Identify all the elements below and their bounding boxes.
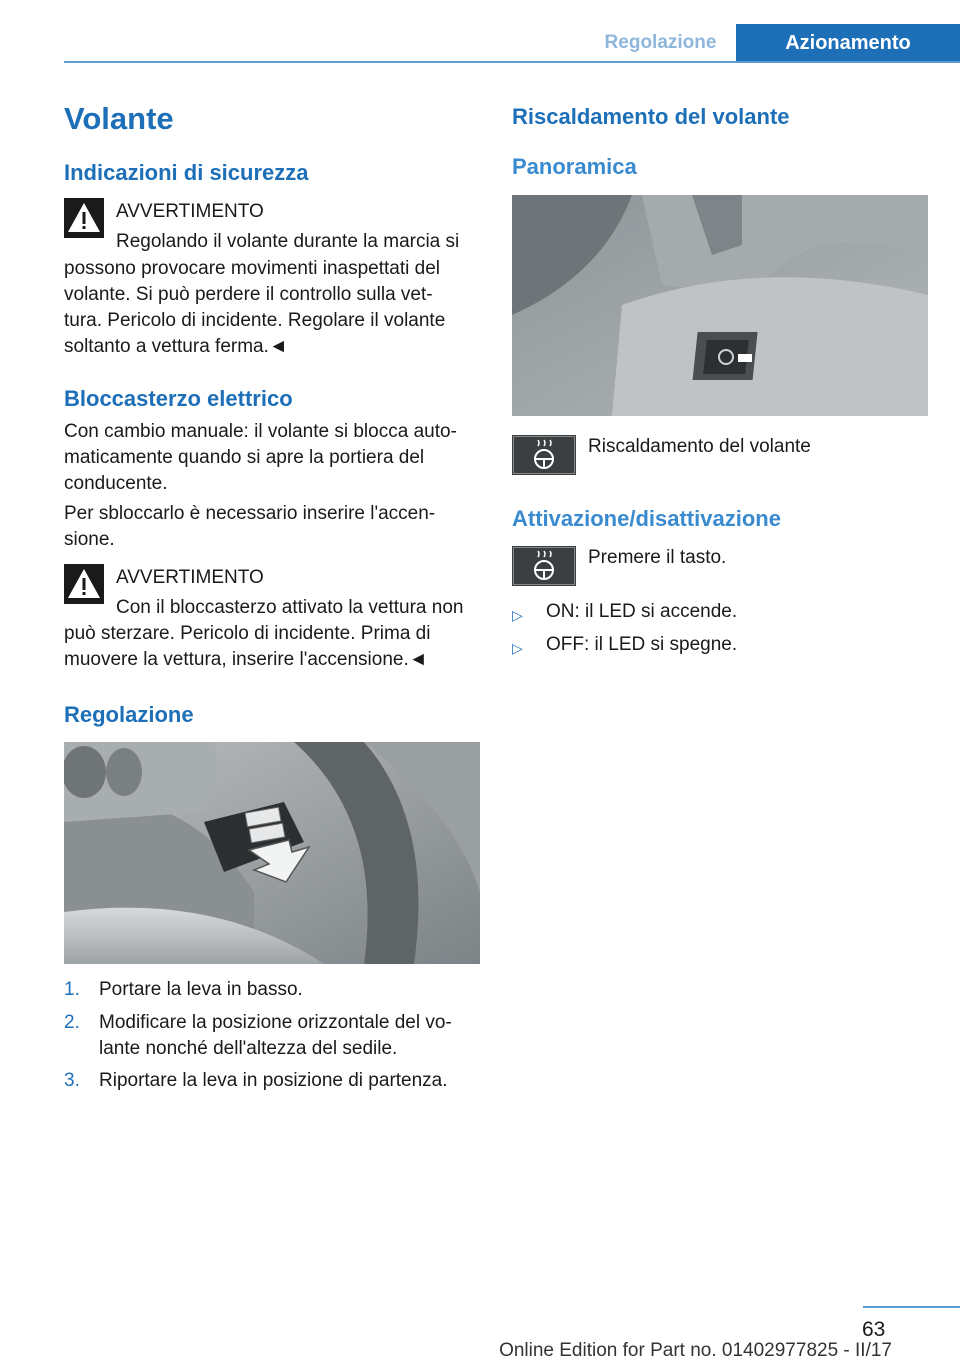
warning1-line: volante. Si può perdere il controllo sulla vet‐ (64, 284, 433, 305)
footer-rule (863, 1306, 960, 1308)
lock-paragraph-line: maticamente quando si apre la portiera del (64, 447, 425, 468)
toggle-heading: Attivazione/disattivazione (512, 506, 781, 531)
heated-steering-wheel-icon (512, 546, 576, 586)
steering-column-lever-image (64, 742, 480, 964)
warning2-label: AVVERTIMENTO (116, 567, 264, 588)
heated-wheel-button-image (512, 195, 928, 416)
warning1-line: Regolando il volante durante la marcia si (116, 231, 460, 252)
warning2-line: può sterzare. Pericolo di incidente. Prima di (64, 623, 431, 644)
bullet-text: OFF: il LED si spegne. (546, 634, 738, 655)
warning2-line: Con il bloccasterzo attivato la vettura non (116, 597, 464, 618)
page-title: Volante (64, 101, 174, 136)
heated-wheel-heading: Riscaldamento del volante (512, 104, 790, 129)
header-rule (64, 61, 960, 63)
step-text: Riportare la leva in posizione di partenza. (99, 1070, 448, 1091)
header-tab-regolazione[interactable]: Regolazione (604, 32, 717, 53)
footer-edition: Online Edition for Part no. 01402977825 - II/17 (499, 1340, 892, 1361)
adjust-heading: Regolazione (64, 702, 194, 727)
warning1-line: possono provocare movimenti inaspettati del (64, 258, 440, 279)
step-number: 3. (64, 1070, 80, 1091)
warning-triangle-icon (64, 198, 104, 238)
bullet-text: ON: il LED si accende. (546, 601, 738, 622)
step-text: Modificare la posizione orizzontale del vo‐ (99, 1012, 452, 1033)
lock-paragraph-line: Con cambio manuale: il volante si blocca auto‐ (64, 421, 457, 442)
lock-heading: Bloccasterzo elettrico (64, 386, 293, 411)
step-text: lante nonché dell'altezza del sedile. (99, 1038, 398, 1059)
step-number: 2. (64, 1012, 80, 1033)
step-text: Portare la leva in basso. (99, 979, 303, 1000)
triangle-bullet-icon: ▷ (512, 640, 523, 656)
step-number: 1. (64, 979, 80, 1000)
warning2-line: muovere la vettura, inserire l'accensione.◄ (64, 649, 428, 670)
warning1-line: soltanto a vettura ferma.◄ (64, 336, 288, 357)
warning1-label: AVVERTIMENTO (116, 201, 264, 222)
lock-paragraph-line: conducente. (64, 473, 168, 494)
triangle-bullet-icon: ▷ (512, 607, 523, 623)
button-caption: Riscaldamento del volante (588, 436, 811, 457)
warning-triangle-icon (64, 564, 104, 604)
lock-paragraph-line: Per sbloccarlo è necessario inserire l'accen‐ (64, 503, 436, 524)
warning1-line: tura. Pericolo di incidente. Regolare il volante (64, 310, 446, 331)
press-text: Premere il tasto. (588, 547, 727, 568)
page-number: 63 (862, 1318, 886, 1341)
overview-heading: Panoramica (512, 154, 637, 179)
heated-steering-wheel-icon (512, 435, 576, 475)
lock-paragraph-line: sione. (64, 529, 115, 550)
header-tab-azionamento[interactable]: Azionamento (736, 24, 960, 62)
safety-heading: Indicazioni di sicurezza (64, 160, 309, 185)
